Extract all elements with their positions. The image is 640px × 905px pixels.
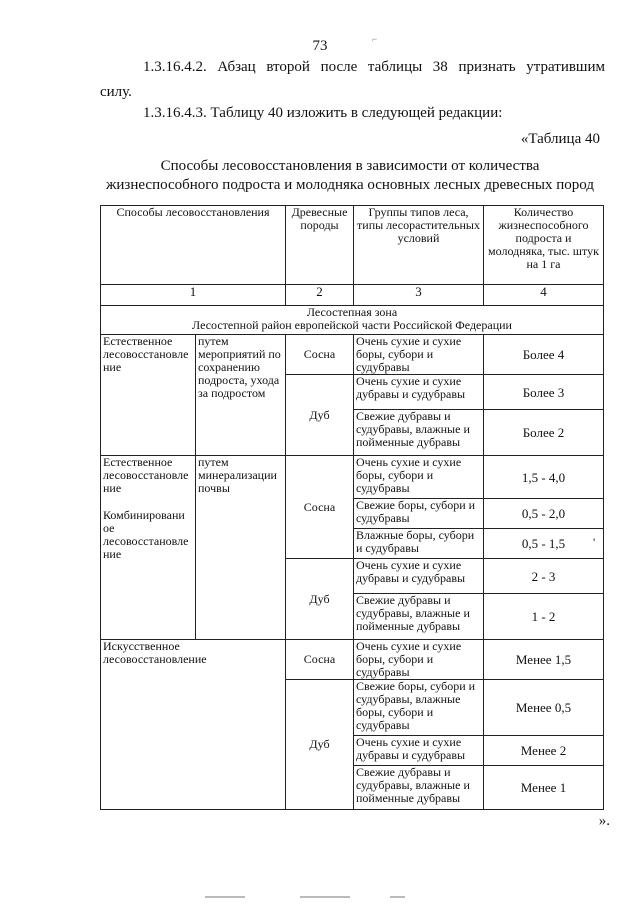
- quantity-cell: Менее 1,5: [484, 640, 604, 680]
- quantity-cell: 2 - 3: [484, 559, 604, 594]
- quantity-cell: 1,5 - 4,0: [484, 456, 604, 499]
- zone-row: [101, 306, 604, 335]
- table-label: «Таблица 40: [520, 131, 600, 147]
- means-cell: путем мероприятий по сохранению подроста, ухода за подростом: [196, 335, 286, 456]
- header-quantity: Количество жизнеспособного подроста и молодняка, тыс. штук на 1 га: [484, 206, 604, 285]
- table-row: [101, 335, 604, 375]
- zone-name: Лесостепная зона: [306, 305, 398, 319]
- quantity-cell: Менее 0,5: [484, 680, 604, 736]
- table-title-line-2: жизнеспособного подроста и молодняка основных лесных древесных пород: [106, 177, 594, 193]
- header-methods: Способы лесовосстановления: [101, 206, 286, 285]
- page-number: 73: [312, 38, 328, 54]
- header-forest-types: Группы типов леса, типы лесорастительных условий: [354, 206, 484, 285]
- forest-type-cell: Свежие дубравы и судубравы, влажные и пойменные дубравы: [354, 766, 484, 810]
- column-number-row: [101, 285, 604, 306]
- means-cell: путем минерализации почвы: [196, 456, 286, 640]
- forest-type-cell: Очень сухие и сухие дубравы и судубравы: [354, 559, 484, 594]
- footer-smudge: [390, 896, 405, 898]
- zone-heading: [101, 306, 604, 335]
- column-number: 2: [286, 285, 354, 306]
- scan-mark: ⌐: [372, 34, 378, 44]
- region-name: Лесостепной район европейской части Российской Федерации: [192, 318, 512, 332]
- header-species: Древесные породы: [286, 206, 354, 285]
- method-cell: Искусственное лесовосстановление: [101, 640, 286, 810]
- stray-mark: ': [593, 535, 596, 549]
- reforestation-table: [100, 205, 604, 810]
- method-cell: [101, 456, 196, 640]
- quantity-cell: Менее 1: [484, 766, 604, 810]
- footer-smudge: [300, 896, 350, 898]
- quantity-cell: Более 4: [484, 335, 604, 375]
- forest-type-cell: Свежие дубравы и судубравы, влажные и пойменные дубравы: [354, 594, 484, 640]
- table-row: [101, 456, 604, 499]
- column-number: 4: [484, 285, 604, 306]
- species-cell: Дуб: [286, 375, 354, 456]
- forest-type-cell: Очень сухие и сухие дубравы и судубравы: [354, 375, 484, 410]
- closing-quote: ».: [598, 813, 610, 829]
- quantity-cell: 1 - 2: [484, 594, 604, 640]
- quantity-cell: Более 2: [484, 410, 604, 456]
- quantity-cell: Более 3: [484, 375, 604, 410]
- method-natural: Естественное лесовосстановле ние: [103, 455, 189, 495]
- paragraph-1: 1.3.16.4.2. Абзац второй после таблицы 38 признать утратившим: [143, 59, 605, 75]
- species-cell: Дуб: [286, 680, 354, 810]
- footer-smudge: [205, 896, 245, 898]
- species-cell: Дуб: [286, 559, 354, 640]
- table-title-line-1: Способы лесовосстановления в зависимости от количества: [160, 158, 540, 174]
- method-combined: Комбинировани ое лесовосстановле ние: [103, 508, 189, 561]
- method-cell: Естественное лесовосстановле ние: [101, 335, 196, 456]
- table-header-row: [101, 206, 604, 285]
- table-row: [101, 640, 604, 680]
- quantity-cell: Менее 2: [484, 736, 604, 766]
- species-cell: Сосна: [286, 335, 354, 375]
- quantity-cell: 0,5 - 2,0: [484, 499, 604, 529]
- species-cell: Сосна: [286, 640, 354, 680]
- forest-type-cell: Свежие дубравы и судубравы, влажные и пойменные дубравы: [354, 410, 484, 456]
- forest-type-cell: Очень сухие и сухие боры, субори и судубравы: [354, 335, 484, 375]
- column-number: 3: [354, 285, 484, 306]
- table-title: [90, 157, 610, 195]
- species-cell: Сосна: [286, 456, 354, 559]
- forest-type-cell: Влажные боры, субори и судубравы: [354, 529, 484, 559]
- forest-type-cell: Свежие боры, субори и судубравы: [354, 499, 484, 529]
- forest-type-cell: Очень сухие и сухие дубравы и судубравы: [354, 736, 484, 766]
- paragraph-1-continuation: силу.: [100, 84, 132, 100]
- paragraph-2: 1.3.16.4.3. Таблицу 40 изложить в следующей редакции:: [143, 105, 503, 121]
- forest-type-cell: Очень сухие и сухие боры, субори и судубравы: [354, 456, 484, 499]
- forest-type-cell: Свежие боры, субори и судубравы, влажные боры, субори и судубравы: [354, 680, 484, 736]
- column-number: 1: [101, 285, 286, 306]
- forest-type-cell: Очень сухие и сухие боры, субори и судубравы: [354, 640, 484, 680]
- quantity-cell: 0,5 - 1,5: [484, 529, 604, 559]
